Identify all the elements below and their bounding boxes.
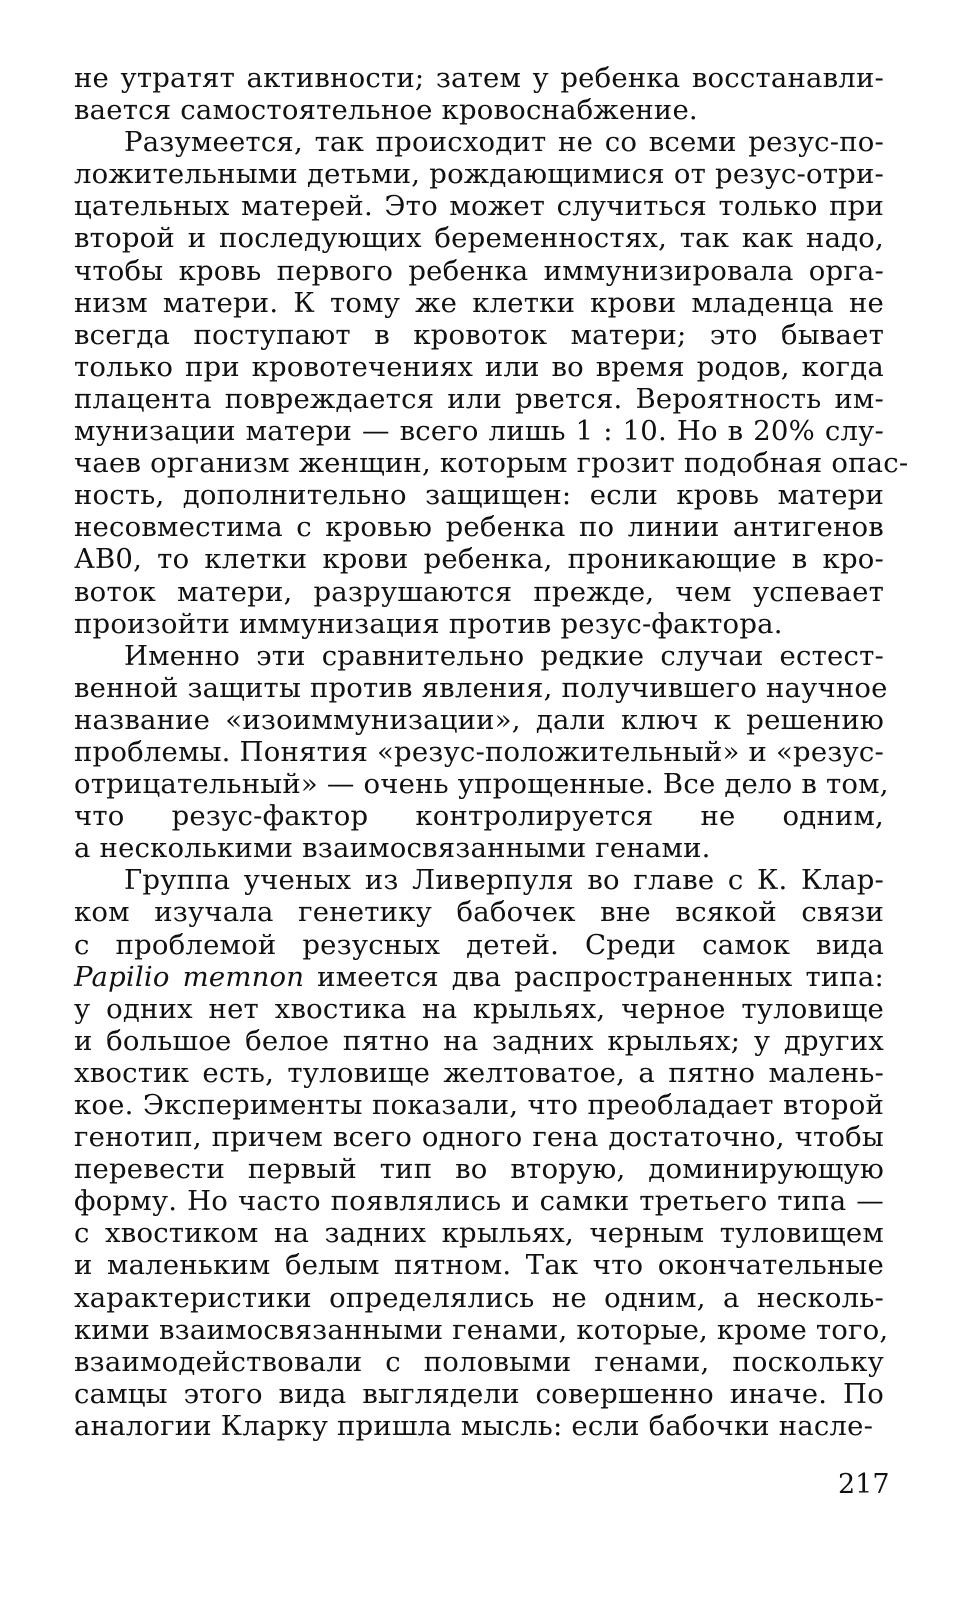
- text-line: чтобы кровь первого ребенка иммунизировала орга-: [74, 254, 884, 287]
- text-line: что резус-фактор контролируется не одним,: [74, 800, 884, 833]
- text-line: мунизации матери — всего лишь 1 : 10. Но в 20% слу-: [74, 415, 884, 448]
- text-line: кое. Эксперименты показали, что преобладает второй: [74, 1089, 884, 1121]
- text-line: низм матери. К тому же клетки крови младенца не: [74, 286, 884, 319]
- text-line: произойти иммунизация против резус-фактора.: [74, 607, 783, 640]
- text-line: а несколькими взаимосвязанными генами.: [74, 832, 711, 865]
- text-line: генотип, причем всего одного гена достаточно, чтобы: [74, 1121, 884, 1154]
- text-line: и большое белое пятно на задних крыльях; у других: [74, 1024, 884, 1057]
- text-line: форму. Но часто появлялись и самки третьего типа —: [74, 1185, 884, 1218]
- text-line: не утратят активности; затем у ребенка восстанавли-: [74, 62, 884, 94]
- text-line: воток матери, разрушаются прежде, чем успевает: [74, 575, 884, 608]
- text-line: отрицательный» — очень упрощенные. Все дело в том,: [74, 768, 889, 801]
- text-line: венной защиты против явления, получившего научное: [74, 671, 888, 704]
- paragraph: [74, 639, 889, 865]
- text-line: Группа ученых из Ливерпуля во главе с К. Клар-: [124, 864, 884, 897]
- text-line-rest: имеется два распространенных типа:: [304, 960, 884, 993]
- text-line: цательных матерей. Это может случиться только при: [74, 190, 884, 223]
- text-line: проблемы. Понятия «резус-положительный» и «резус-: [74, 735, 884, 768]
- text-line: только при кровотечениях или во время родов, когда: [74, 350, 884, 383]
- text-line: и маленьким белым пятном. Так что окончательные: [74, 1249, 884, 1282]
- text-line: Разумеется, так происходит не со всеми резус-по-: [124, 126, 884, 159]
- text-line: у одних нет хвостика на крыльях, черное туловище: [74, 992, 884, 1025]
- text-line: с проблемой резусных детей. Среди самок вида: [74, 928, 884, 961]
- text-line: АВ0, то клетки крови ребенка, проникающие в кро-: [74, 543, 884, 576]
- text-line: характеристики определялись не одним, а несколь-: [74, 1281, 884, 1314]
- text-line: взаимодействовали с половыми генами, поскольку: [74, 1345, 884, 1378]
- text-line: перевести первый тип во вторую, доминирующую: [74, 1153, 884, 1186]
- text-line: ком изучала генетику бабочек вне всякой связи: [74, 896, 884, 929]
- text-line: [74, 961, 884, 993]
- text-line: ность, дополнительно защищен: если кровь матери: [74, 479, 884, 512]
- text-line: кими взаимосвязанными генами, которые, кроме того,: [74, 1313, 889, 1346]
- text-line: Именно эти сравнительно редкие случаи естест-: [124, 639, 884, 672]
- paragraph: [74, 864, 889, 1442]
- page-body: [74, 62, 909, 1442]
- text-line: вается самостоятельное кровоснабжение.: [74, 94, 698, 127]
- text-line: хвостик есть, туловище желтоватое, а пятно малень-: [74, 1056, 884, 1089]
- page-number: 217: [838, 1469, 890, 1500]
- text-line: всегда поступают в кровоток матери; это бывает: [74, 318, 884, 351]
- text-line: второй и последующих беременностях, так как надо,: [74, 222, 884, 255]
- text-line: плацента повреждается или рвется. Вероятность им-: [74, 382, 884, 415]
- species-name: Papilio memnon: [74, 960, 305, 993]
- text-line: аналогии Кларку пришла мысль: если бабочки насле-: [74, 1409, 874, 1442]
- text-line: несовместима с кровью ребенка по линии антигенов: [74, 511, 884, 544]
- text-line: чаев организм женщин, которым грозит подобная опас-: [74, 447, 909, 480]
- text-line: с хвостиком на задних крыльях, черным туловищем: [74, 1217, 884, 1250]
- paragraph: [74, 126, 909, 640]
- text-line: ложительными детьми, рождающимися от резус-отри-: [74, 158, 884, 191]
- text-line: самцы этого вида выглядели совершенно иначе. По: [74, 1377, 884, 1410]
- text-line: название «изоиммунизации», дали ключ к решению: [74, 703, 884, 736]
- paragraph: [74, 62, 884, 126]
